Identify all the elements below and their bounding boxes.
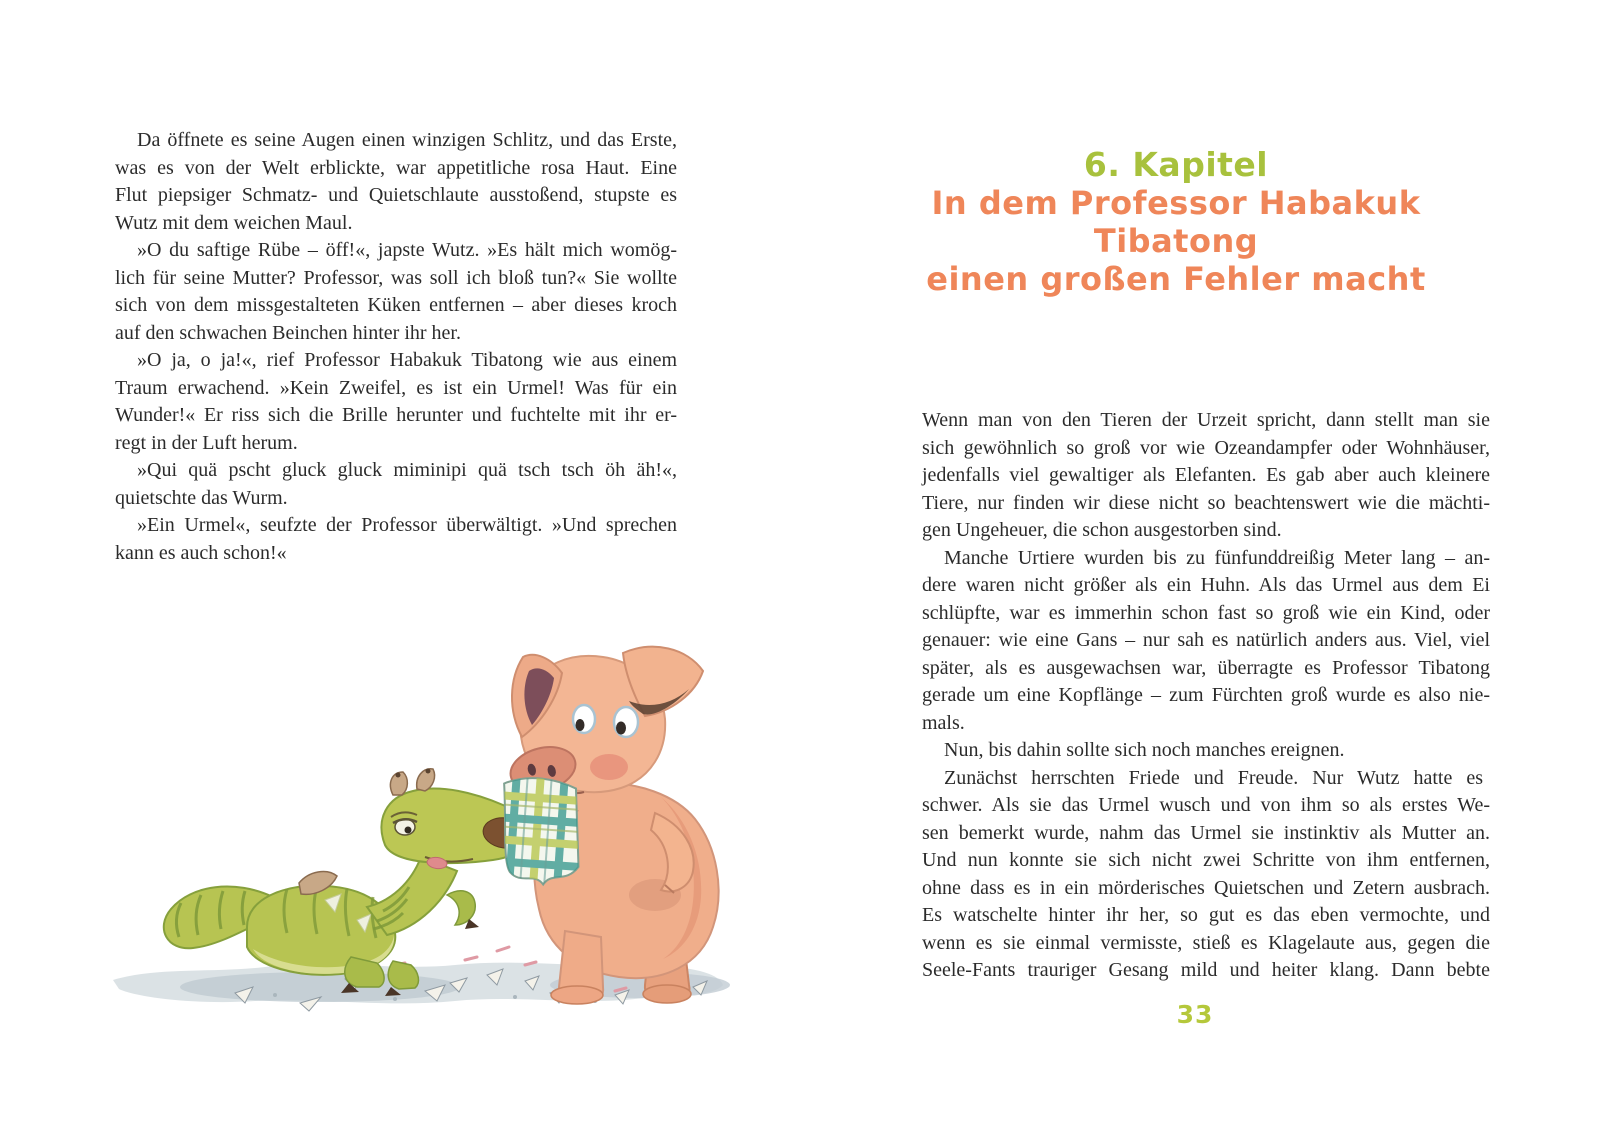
page-number: 33: [1176, 1000, 1214, 1029]
text-line: sich von dem missgestalteten Küken entfernen – aber dieses kroch: [115, 294, 677, 316]
text-line: regt in der Luft herum.: [115, 431, 298, 454]
text-line: mals.: [922, 711, 965, 734]
text-line: Und nun konnte sie sich nicht zwei Schritte von ihm entfernen,: [922, 849, 1490, 871]
text-line: was es von der Welt erblickte, war appetitliche rosa Haut. Eine: [115, 156, 677, 179]
urmel-character: [164, 769, 531, 997]
chapter-title-line2: einen großen Fehler macht: [926, 260, 1426, 298]
text-line: »Ein Urmel«, seufzte der Professor überwältigt. »Und sprechen: [137, 514, 677, 536]
text-line: Wenn man von den Tieren der Urzeit spricht, dann stellt man sie: [922, 409, 1490, 431]
text-line: Flut piepsiger Schmatz- und Quietschlaute ausstoßend, stupste es: [115, 184, 677, 206]
chapter-heading: [886, 146, 1466, 298]
left-text-column: [115, 127, 677, 567]
text-line: gen Ungeheuer, die schon ausgestorben sind.: [922, 519, 1282, 541]
text-line: Tiere, nur finden wir diese nicht so beachtenswert wie die mächti-: [922, 491, 1490, 514]
text-line: dere waren nicht größer als ein Huhn. Als das Urmel aus dem Ei: [922, 574, 1490, 596]
text-line: lich für seine Mutter? Professor, was soll ich bloß tun?« Sie wollte: [115, 266, 677, 289]
text-line: später, als es ausgewachsen war, überragte es Professor Tibatong: [922, 656, 1490, 679]
text-line: Wutz mit dem weichen Maul.: [115, 211, 353, 234]
pig-eye: [573, 705, 595, 733]
right-text-column: [922, 407, 1490, 985]
illustration-pig-and-urmel: [95, 595, 735, 1025]
text-line: genauer: wie eine Gans – nur sah es natürlich anders aus. Viel, viel: [922, 629, 1490, 651]
text-line: ohne dass es in ein mörderisches Quietschen und Zetern ausbrach.: [922, 876, 1490, 899]
text-line: schlüpfte, war es immerhin schon fast so groß wie ein Kind, oder: [922, 601, 1490, 624]
chapter-title-line1: In dem Professor Habakuk Tibatong: [931, 184, 1421, 260]
text-line: »Qui quä pscht gluck gluck miminipi quä tsch tsch öh äh!«,: [137, 459, 677, 481]
text-line: Zunächst herrschten Friede und Freude. Nur Wutz hatte es: [944, 766, 1484, 789]
text-line: Nun, bis dahin sollte sich noch manches ereignen.: [944, 739, 1345, 761]
text-line: quietschte das Wurm.: [115, 486, 288, 509]
chapter-number: 6. Kapitel: [1083, 145, 1269, 184]
text-line: jedenfalls viel gewaltiger als Elefanten. Es gab aber auch kleinere: [922, 464, 1490, 486]
text-line: Manche Urtiere wurden bis zu fünfunddreißig Meter lang – an-: [944, 546, 1490, 569]
text-line: Wunder!« Er riss sich die Brille herunter und fuchtelte mit ihr er-: [115, 404, 677, 426]
text-line: kann es auch schon!«: [115, 541, 287, 564]
text-line: sen bemerkt wurde, nahm das Urmel sie instinktiv als Mutter an.: [922, 821, 1490, 844]
text-line: schwer. Als sie das Urmel wusch und von ihm so als erstes We-: [922, 794, 1490, 816]
text-line: »O ja, o ja!«, rief Professor Habakuk Tibatong wie aus einem: [137, 349, 677, 371]
pig-cheek-blush: [590, 754, 628, 780]
text-line: wenn es sie einmal vermisste, stieß es Klagelaute aus, gegen die: [922, 931, 1490, 954]
text-line: sich gewöhnlich so groß vor wie Ozeandampfer oder Wohnhäuser,: [922, 436, 1490, 459]
text-line: »O du saftige Rübe – öff!«, japste Wutz. »Es hält mich womög-: [137, 239, 677, 261]
text-line: Seele-Fants trauriger Gesang mild und heiter klang. Dann bebte: [922, 959, 1490, 981]
text-line: auf den schwachen Beinchen hinter ihr her.: [115, 321, 461, 344]
text-line: Da öffnete es seine Augen einen winzigen Schlitz, und das Erste,: [137, 129, 677, 151]
text-line: gerade um eine Kopflänge – zum Fürchten groß wurde es also nie-: [922, 684, 1490, 706]
text-line: Traum erwachend. »Kein Zweifel, es ist ein Urmel! Was für ein: [115, 376, 677, 399]
text-line: Es watschelte hinter ihr her, so gut es das eben vermochte, und: [922, 904, 1490, 926]
